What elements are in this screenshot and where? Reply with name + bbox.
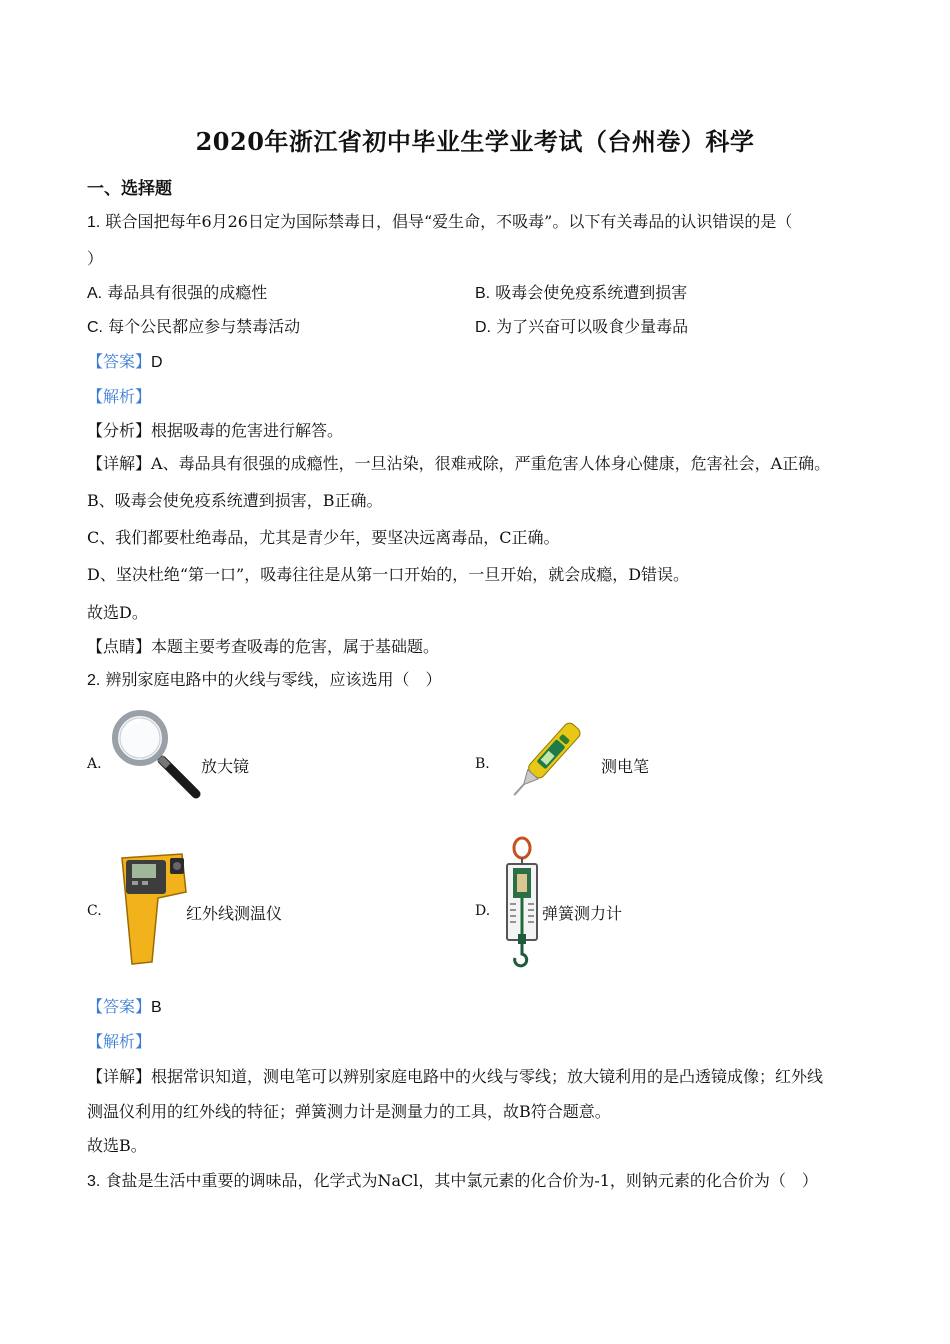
q2-option-d-label: D. [475,903,491,919]
magnifier-icon [110,708,202,800]
q2-option-c-label: C. [87,903,102,919]
q2-analysis-tag: 【解析】 [87,1032,152,1051]
q1-option-b: B. 吸毒会使免疫系统遭到损害 [475,283,688,302]
q2-option-a-text: 放大镜 [201,757,250,776]
spring-scale-icon [502,834,542,968]
q2-answer: 【答案】B [87,997,162,1016]
section-heading: 一、选择题 [87,179,172,199]
q1-conclusion: 故选D。 [87,603,148,622]
q2-number: 2. [87,672,101,689]
q2-option-d-text: 弹簧测力计 [542,904,623,923]
q2-conclusion: 故选B。 [87,1136,147,1155]
q1-detail-c: C、我们都要杜绝毒品，尤其是青少年，要坚决远离毒品，C正确。 [87,528,560,547]
q1-stem [87,211,792,234]
q1-detail-d: D、坚决杜绝“第一口”，吸毒往往是从第一口开始的，一旦开始，就会成瘾，D错误。 [87,565,690,584]
q2-option-b-text: 测电笔 [601,757,650,776]
q1-option-d: D. 为了兴奋可以吸食少量毒品 [475,317,689,336]
q1-analysis-tag: 【解析】 [87,387,152,406]
q1-option-c: C. 每个公民都应参与禁毒活动 [87,317,301,336]
q3-number: 3. [87,1173,101,1190]
q2-option-c-text: 红外线测温仪 [186,904,283,923]
q2-detail-line2: 测温仪利用的红外线的特征；弹簧测力计是测量力的工具，故B符合题意。 [87,1102,611,1121]
q3-stem: 3. 食盐是生活中重要的调味品，化学式为NaCl，其中氯元素的化合价为-1，则钠元素的化合价为（ ） [87,1171,818,1190]
q1-answer: 【答案】D [87,352,163,371]
q1-option-a: A. 毒品具有很强的成瘾性 [87,283,268,302]
q1-stem-line2: ） [87,249,104,268]
q2-option-b-label: B. [475,756,490,772]
q1-stem-line1: 联合国把每年6月26日定为国际禁毒日，倡导“爱生命，不吸毒”。以下有关毒品的认识错误的是（ [105,212,793,231]
q1-detail-b: B、吸毒会使免疫系统遭到损害，B正确。 [87,491,383,510]
q1-number: 1. [87,214,101,231]
q2-detail-line1: 【详解】根据常识知道，测电笔可以辨别家庭电路中的火线与零线；放大镜利用的是凸透镜成像；红外线 [87,1067,824,1086]
infrared-thermometer-icon [112,850,190,968]
q2-stem: 2. 辨别家庭电路中的火线与零线，应该选用（ ） [87,670,442,689]
page-title: 2020年浙江省初中毕业生学业考试（台州卷）科学 [195,127,755,156]
q1-detail-a: 【详解】A、毒品具有很强的成瘾性，一旦沾染，很难戒除，严重危害人体身心健康，危害社会，A正确。 [87,454,831,473]
q1-fenxi: 【分析】根据吸毒的危害进行解答。 [87,421,344,440]
test-pen-icon [505,703,601,801]
q2-option-a-label: A. [87,756,102,772]
q1-comment: 【点睛】本题主要考查吸毒的危害，属于基础题。 [87,637,440,656]
